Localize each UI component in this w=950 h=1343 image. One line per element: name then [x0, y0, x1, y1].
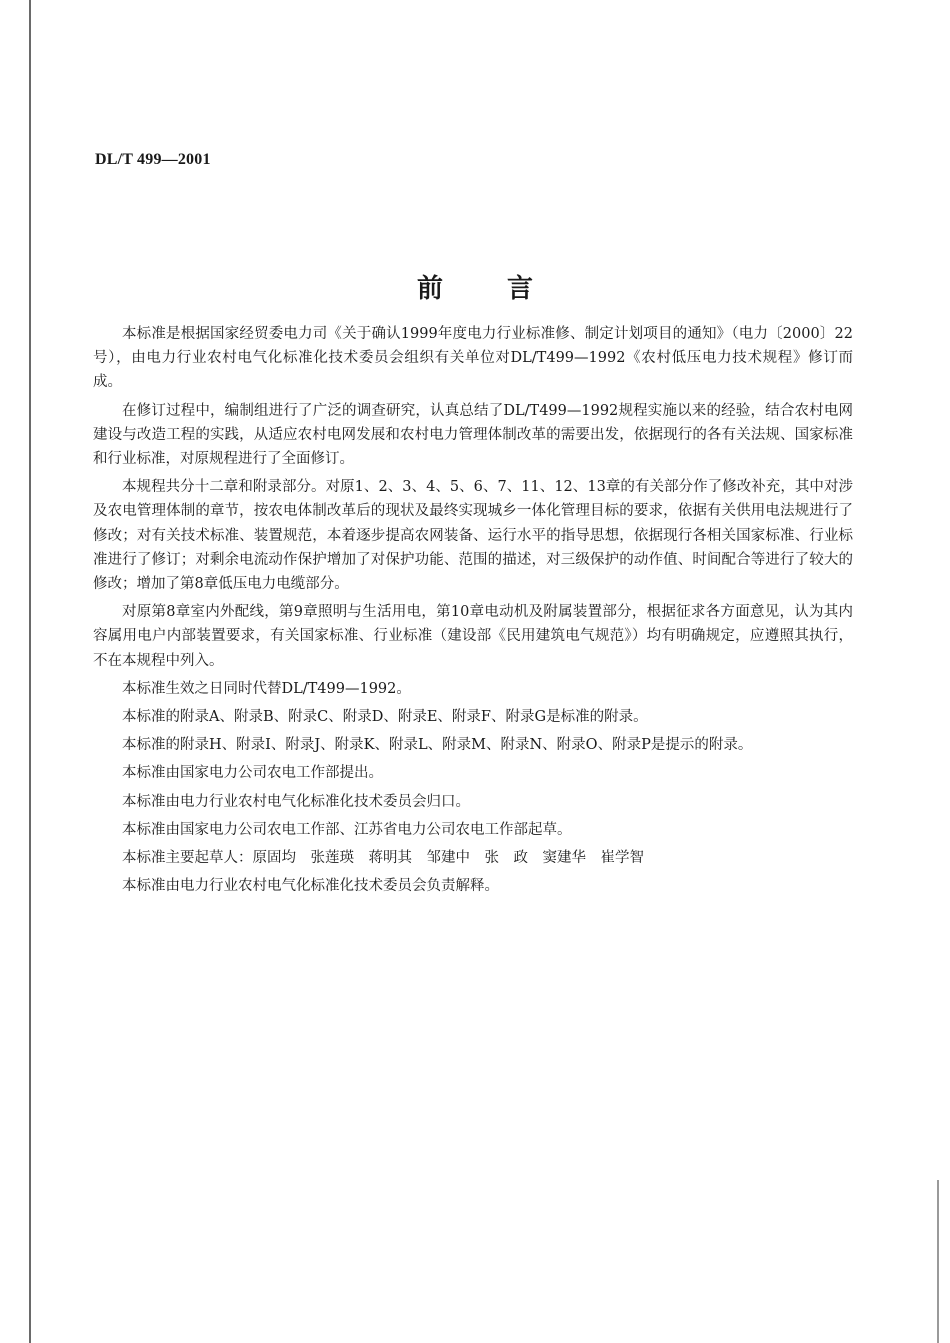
paragraph: 本标准的附录A、附录B、附录C、附录D、附录E、附录F、附录G是标准的附录。: [122, 709, 648, 726]
paragraph: 对原第8章室内外配线，第9章照明与生活用电，第10章电动机及附属装置部分，根据征求各方面意见，认为其内容属用电户内部装置要求，有关国家标准、行业标准（建设部《民用建筑电气规范》）均有明确规定，应遵照其执行，不在本规程中列入。: [93, 604, 853, 669]
paragraph: 本规程共分十二章和附录部分。对原1、2、3、4、5、6、7、11、12、13章的有关部分作了修改补充，其中对涉及农电管理体制的章节，按农电体制改革后的现状及最终实现城乡一体化管理目标的要求，依据有关供用电法规进行了修改；对有关技术标准、装置规范，本着逐步提高农网装备、运行水平的指导思想，依据现行各相关国家标准、行业标准进行了修订；对剩余电流动作保护增加了对保护功能、范围的描述，对三级保护的动作值、时间配合等进行了较大的修改；增加了第8章低压电力电缆部分。: [93, 479, 853, 593]
paragraph: 在修订过程中，编制组进行了广泛的调查研究，认真总结了DL/T499—1992规程实施以来的经验，结合农村电网建设与改造工程的实践，从适应农村电网发展和农村电力管理体制改革的需要出发，依据现行的各有关法规、国家标准和行业标准，对原规程进行了全面修订。: [93, 402, 853, 468]
paragraph: 本标准主要起草人：原固均 张莲瑛 蒋明其 邹建中 张 政 窦建华 崔学智: [122, 850, 644, 867]
paragraph: 本标准的附录H、附录I、附录J、附录K、附录L、附录M、附录N、附录O、附录P是提示的附录。: [122, 737, 753, 754]
paragraph: 本标准由电力行业农村电气化标准化技术委员会归口。: [122, 793, 470, 810]
paragraph: 本标准是根据国家经贸委电力司《关于确认1999年度电力行业标准修、制定计划项目的通知》（电力〔2000〕22号），由电力行业农村电气化标准化技术委员会组织有关单位对DL/T499—1992《农村低压电力技术规程》修订而成。: [93, 326, 853, 391]
document-code: DL/T 499—2001: [95, 151, 211, 168]
paragraph: 本标准由国家电力公司农电工作部提出。: [122, 765, 383, 782]
page-title: 前言: [416, 274, 597, 304]
scan-edge-line: [29, 0, 31, 1343]
scan-edge-line-right: [937, 1180, 939, 1343]
paragraph: 本标准生效之日同时代替DL/T499—1992。: [122, 680, 411, 697]
paragraph: 本标准由国家电力公司农电工作部、江苏省电力公司农电工作部起草。: [122, 821, 572, 838]
foreword-body: [93, 322, 853, 898]
paragraph: 本标准由电力行业农村电气化标准化技术委员会负责解释。: [122, 878, 499, 895]
